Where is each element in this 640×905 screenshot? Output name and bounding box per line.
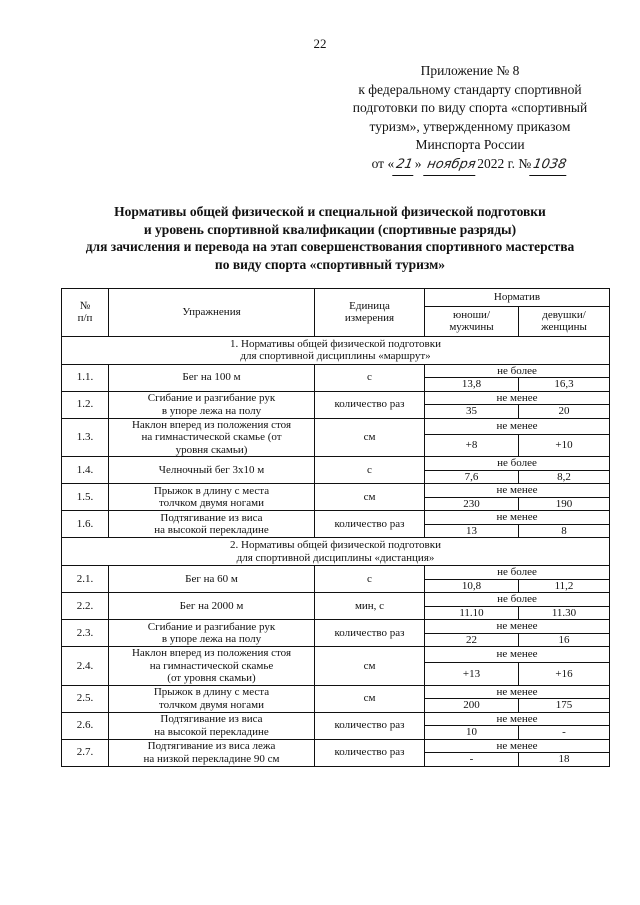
- appendix-line: подготовки по виду спорта «спортивный: [352, 100, 588, 115]
- row-num: 2.4.: [62, 647, 109, 686]
- value-girls: 190: [519, 497, 610, 511]
- row-unit: мин, с: [315, 593, 425, 620]
- value-boys: -: [425, 753, 519, 767]
- row-num: 2.2.: [62, 593, 109, 620]
- header-boys: юноши/ мужчины: [425, 306, 519, 336]
- row-exercise: Бег на 100 м: [109, 364, 315, 391]
- table-row: [62, 364, 610, 378]
- section-title: 1. Нормативы общей физической подготовки для спортивной дисциплины «маршрут»: [62, 336, 610, 364]
- row-num: 2.3.: [62, 620, 109, 647]
- value-boys: 35: [425, 405, 519, 419]
- value-girls: 18: [519, 753, 610, 767]
- value-boys: +8: [425, 434, 519, 456]
- row-condition: не менее: [425, 620, 610, 634]
- value-girls: 175: [519, 699, 610, 713]
- table-row: [62, 712, 610, 726]
- row-condition: не менее: [425, 391, 610, 405]
- value-boys: 7,6: [425, 470, 519, 484]
- row-condition: не менее: [425, 685, 610, 699]
- row-condition: не более: [425, 593, 610, 607]
- table-row: [62, 593, 610, 607]
- value-girls: +10: [519, 434, 610, 456]
- row-exercise: Сгибание и разгибание рук в упоре лежа на полу: [109, 391, 315, 418]
- value-boys: 22: [425, 633, 519, 647]
- row-condition: не менее: [425, 712, 610, 726]
- appendix-line: к федеральному стандарту спортивной: [358, 81, 582, 97]
- row-condition: не менее: [425, 739, 610, 753]
- row-num: 2.7.: [62, 739, 109, 766]
- value-girls: +16: [519, 663, 610, 685]
- header-norm: Норматив: [425, 289, 610, 307]
- row-exercise: Прыжок в длину с места толчком двумя ногами: [109, 685, 315, 712]
- appendix-date-line: [330, 155, 610, 176]
- row-num: 1.1.: [62, 364, 109, 391]
- value-boys: +13: [425, 663, 519, 685]
- document-title: [40, 203, 620, 273]
- appendix-line: туризм», утвержденному приказом: [369, 118, 571, 134]
- row-condition: не более: [425, 457, 610, 471]
- title-line: и уровень спортивной квалификации (спортивные разряды): [143, 221, 517, 237]
- row-num: 1.4.: [62, 457, 109, 484]
- row-exercise: Бег на 2000 м: [109, 593, 315, 620]
- norms-table: [61, 288, 610, 767]
- row-unit: см: [315, 484, 425, 511]
- value-girls: -: [519, 726, 610, 740]
- value-girls: 8: [519, 524, 610, 538]
- value-girls: 8,2: [519, 470, 610, 484]
- row-unit: с: [315, 364, 425, 391]
- title-line: по виду спорта «спортивный туризм»: [214, 256, 446, 272]
- row-exercise: Челночный бег 3x10 м: [109, 457, 315, 484]
- row-num: 1.2.: [62, 391, 109, 418]
- row-unit: количество раз: [315, 391, 425, 418]
- row-num: 2.5.: [62, 685, 109, 712]
- value-girls: 11.30: [519, 606, 610, 620]
- row-num: 2.6.: [62, 712, 109, 739]
- date-month-handwritten: ноября: [423, 156, 479, 176]
- date-year: 2022 г. №: [477, 155, 532, 171]
- header-num: № п/п: [62, 289, 109, 337]
- table-body: [62, 336, 610, 766]
- row-condition: не менее: [425, 511, 610, 525]
- value-boys: 13,8: [425, 378, 519, 392]
- row-unit: с: [315, 566, 425, 593]
- row-num: 1.5.: [62, 484, 109, 511]
- page-number: 22: [313, 36, 327, 51]
- row-condition: не более: [425, 364, 610, 378]
- table-row: [62, 566, 610, 580]
- row-exercise: Подтягивание из виса лежа на низкой перекладине 90 см: [109, 739, 315, 766]
- row-condition: не более: [425, 566, 610, 580]
- table-row: [62, 418, 610, 434]
- date-day-handwritten: 21: [392, 156, 416, 176]
- date-separator: »: [414, 155, 422, 171]
- row-unit: с: [315, 457, 425, 484]
- table-row: [62, 511, 610, 525]
- section-title: 2. Нормативы общей физической подготовки для спортивной дисциплины «дистанция»: [62, 538, 610, 566]
- section-row: [62, 538, 610, 566]
- row-unit: количество раз: [315, 620, 425, 647]
- header-girls: девушки/ женщины: [519, 306, 610, 336]
- header-unit: Единица измерения: [315, 289, 425, 337]
- value-girls: 16,3: [519, 378, 610, 392]
- value-boys: 13: [425, 524, 519, 538]
- table-row: [62, 739, 610, 753]
- row-exercise: Наклон вперед из положения стоя на гимнастической скамье (от уровня скамьи): [109, 647, 315, 686]
- appendix-block: [330, 62, 610, 175]
- value-boys: 10: [425, 726, 519, 740]
- appendix-line: Приложение № 8: [420, 63, 520, 78]
- header-exercise: Упражнения: [109, 289, 315, 337]
- row-unit: количество раз: [315, 511, 425, 538]
- row-exercise: Наклон вперед из положения стоя на гимнастической скамье (от уровня скамьи): [109, 418, 315, 457]
- title-line: Нормативы общей физической и специальной физической подготовки: [114, 204, 546, 219]
- row-num: 1.3.: [62, 418, 109, 457]
- row-condition: не менее: [425, 484, 610, 498]
- value-boys: 230: [425, 497, 519, 511]
- appendix-line: Минспорта России: [415, 137, 525, 152]
- row-exercise: Подтягивание из виса на высокой перекладине: [109, 511, 315, 538]
- row-condition: не менее: [425, 418, 610, 434]
- row-unit: см: [315, 418, 425, 457]
- table-row: [62, 391, 610, 405]
- row-unit: количество раз: [315, 712, 425, 739]
- row-unit: см: [315, 647, 425, 686]
- table-row: [62, 457, 610, 471]
- value-boys: 200: [425, 699, 519, 713]
- row-condition: не менее: [425, 647, 610, 663]
- section-row: [62, 336, 610, 364]
- row-exercise: Подтягивание из виса на высокой перекладине: [109, 712, 315, 739]
- row-unit: количество раз: [315, 739, 425, 766]
- row-exercise: Сгибание и разгибание рук в упоре лежа на полу: [109, 620, 315, 647]
- title-line: для зачисления и перевода на этап совершенствования спортивного мастерства: [85, 239, 575, 254]
- row-exercise: Прыжок в длину с места толчком двумя ногами: [109, 484, 315, 511]
- table-row: [62, 685, 610, 699]
- table-row: [62, 484, 610, 498]
- value-girls: 20: [519, 405, 610, 419]
- order-number-handwritten: 1038: [530, 156, 571, 176]
- row-unit: см: [315, 685, 425, 712]
- row-num: 2.1.: [62, 566, 109, 593]
- value-girls: 11,2: [519, 579, 610, 593]
- table-row: [62, 620, 610, 634]
- table-row: [62, 647, 610, 663]
- value-boys: 11.10: [425, 606, 519, 620]
- value-girls: 16: [519, 633, 610, 647]
- value-boys: 10,8: [425, 579, 519, 593]
- row-exercise: Бег на 60 м: [109, 566, 315, 593]
- date-prefix: от «: [371, 155, 395, 171]
- row-num: 1.6.: [62, 511, 109, 538]
